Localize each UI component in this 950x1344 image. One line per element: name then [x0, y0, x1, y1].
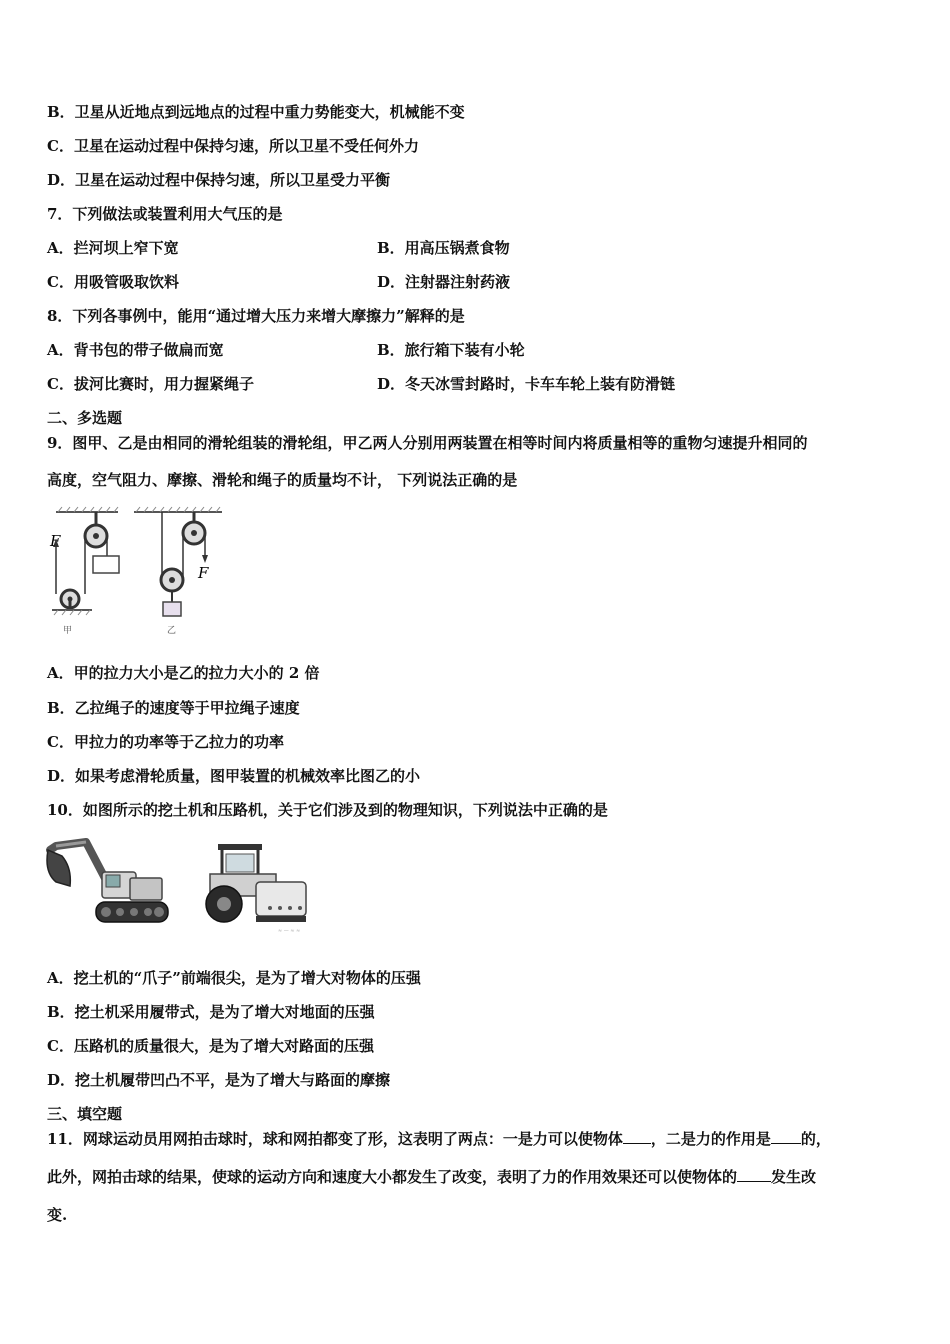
q9-option-d: D．如果考虑滑轮质量，图甲装置的机械效率比图乙的小: [47, 767, 421, 785]
section-multiple-choice: 二、多选题: [47, 409, 123, 427]
q9-option-b: B．乙拉绳子的速度等于甲拉绳子速度: [47, 699, 300, 717]
figure-label-b: 乙: [167, 626, 177, 636]
q11-text-5: 发生改: [771, 1168, 817, 1186]
excavator-image: [46, 832, 172, 930]
q10-stem: 10．如图所示的挖土机和压路机，关于它们涉及到的物理知识，下列说法中正确的是: [47, 801, 608, 819]
q10-option-d: D．挖土机履带凹凸不平，是为了增大与路面的摩擦: [47, 1071, 391, 1089]
ceiling-a: [56, 507, 118, 512]
q11-text-2: ，二是力的作用是: [650, 1130, 771, 1148]
force-label-a: F: [50, 532, 61, 550]
q8-option-d: D．冬天冰雪封路时，卡车车轮上装有防滑链: [377, 375, 676, 393]
q7-option-a: A．拦河坝上窄下宽: [47, 239, 179, 257]
q11-blank-1[interactable]: [623, 1129, 651, 1144]
weight-b: [163, 602, 181, 616]
q7-row-cd: [47, 271, 511, 293]
q9-stem-line2: 高度，空气阻力、摩擦、滑轮和绳子的质量均不计， 下列说法正确的是: [47, 471, 518, 489]
q9-stem-line1: 9．图甲、乙是由相同的滑轮组装的滑轮组，甲乙两人分别用两装置在相等时间内将质量相等的重物匀速提升相同的: [47, 434, 808, 452]
floor-a: [52, 610, 92, 615]
q9-option-a: A．甲的拉力大小是乙的拉力大小的 2 倍: [47, 664, 320, 682]
q11-line1: [47, 1128, 831, 1150]
q8-option-a: A．背书包的带子做扁而宽: [47, 341, 224, 359]
q8-option-b: B．旅行箱下装有小轮: [377, 341, 525, 359]
q10-option-a: A．挖土机的“爪子”前端很尖，是为了增大对物体的压强: [47, 969, 421, 987]
q6-option-c: C．卫星在运动过程中保持匀速，所以卫星不受任何外力: [47, 137, 419, 155]
q11-text-1: 11．网球运动员用网拍击球时，球和网拍都变了形，这表明了两点：一是力可以使物体: [47, 1130, 623, 1148]
q6-option-b: B．卫星从近地点到远地点的过程中重力势能变大，机械能不变: [47, 103, 465, 121]
svg-text:≈ — ≈ ≈: ≈ — ≈ ≈: [278, 928, 301, 934]
q7-option-d: D．注射器注射药液: [377, 273, 511, 291]
pulley-figure: [46, 506, 226, 638]
q8-row-ab: [47, 339, 525, 361]
q7-option-b: B．用高压锅煮食物: [377, 239, 510, 257]
q11-line2: [47, 1166, 816, 1188]
q11-text-3: 的，: [800, 1130, 831, 1148]
q10-option-b: B．挖土机采用履带式，是为了增大对地面的压强: [47, 1003, 375, 1021]
q8-row-cd: [47, 373, 676, 395]
q6-option-d: D．卫星在运动过程中保持匀速，所以卫星受力平衡: [47, 171, 391, 189]
roller-drum: [256, 882, 306, 916]
q8-stem: 8．下列各事例中，能用“通过增大压力来增大摩擦力”解释的是: [47, 307, 465, 325]
q11-line3: 变.: [47, 1206, 68, 1224]
q11-blank-3[interactable]: [737, 1167, 771, 1182]
weight-a: [93, 556, 119, 573]
force-label-b: F: [198, 564, 209, 582]
q11-blank-2[interactable]: [771, 1129, 801, 1144]
q11-text-4: 此外，网拍击球的结果，使球的运动方向和速度大小都发生了改变，表明了力的作用效果还可以使物体的: [47, 1168, 738, 1186]
excavator-bucket: [47, 850, 70, 886]
ceiling-b: [134, 507, 222, 512]
q10-option-c: C．压路机的质量很大，是为了增大对路面的压强: [47, 1037, 374, 1055]
q7-option-c: C．用吸管吸取饮料: [47, 273, 179, 291]
road-roller-image: [196, 838, 320, 934]
figure-label-a: 甲: [63, 626, 73, 636]
q9-option-c: C．甲拉力的功率等于乙拉力的功率: [47, 733, 284, 751]
q7-stem: 7．下列做法或装置利用大气压的是: [47, 205, 283, 223]
q7-row-ab: [47, 237, 510, 259]
section-fill-blank: 三、填空题: [47, 1105, 123, 1123]
q8-option-c: C．拔河比赛时，用力握紧绳子: [47, 375, 254, 393]
